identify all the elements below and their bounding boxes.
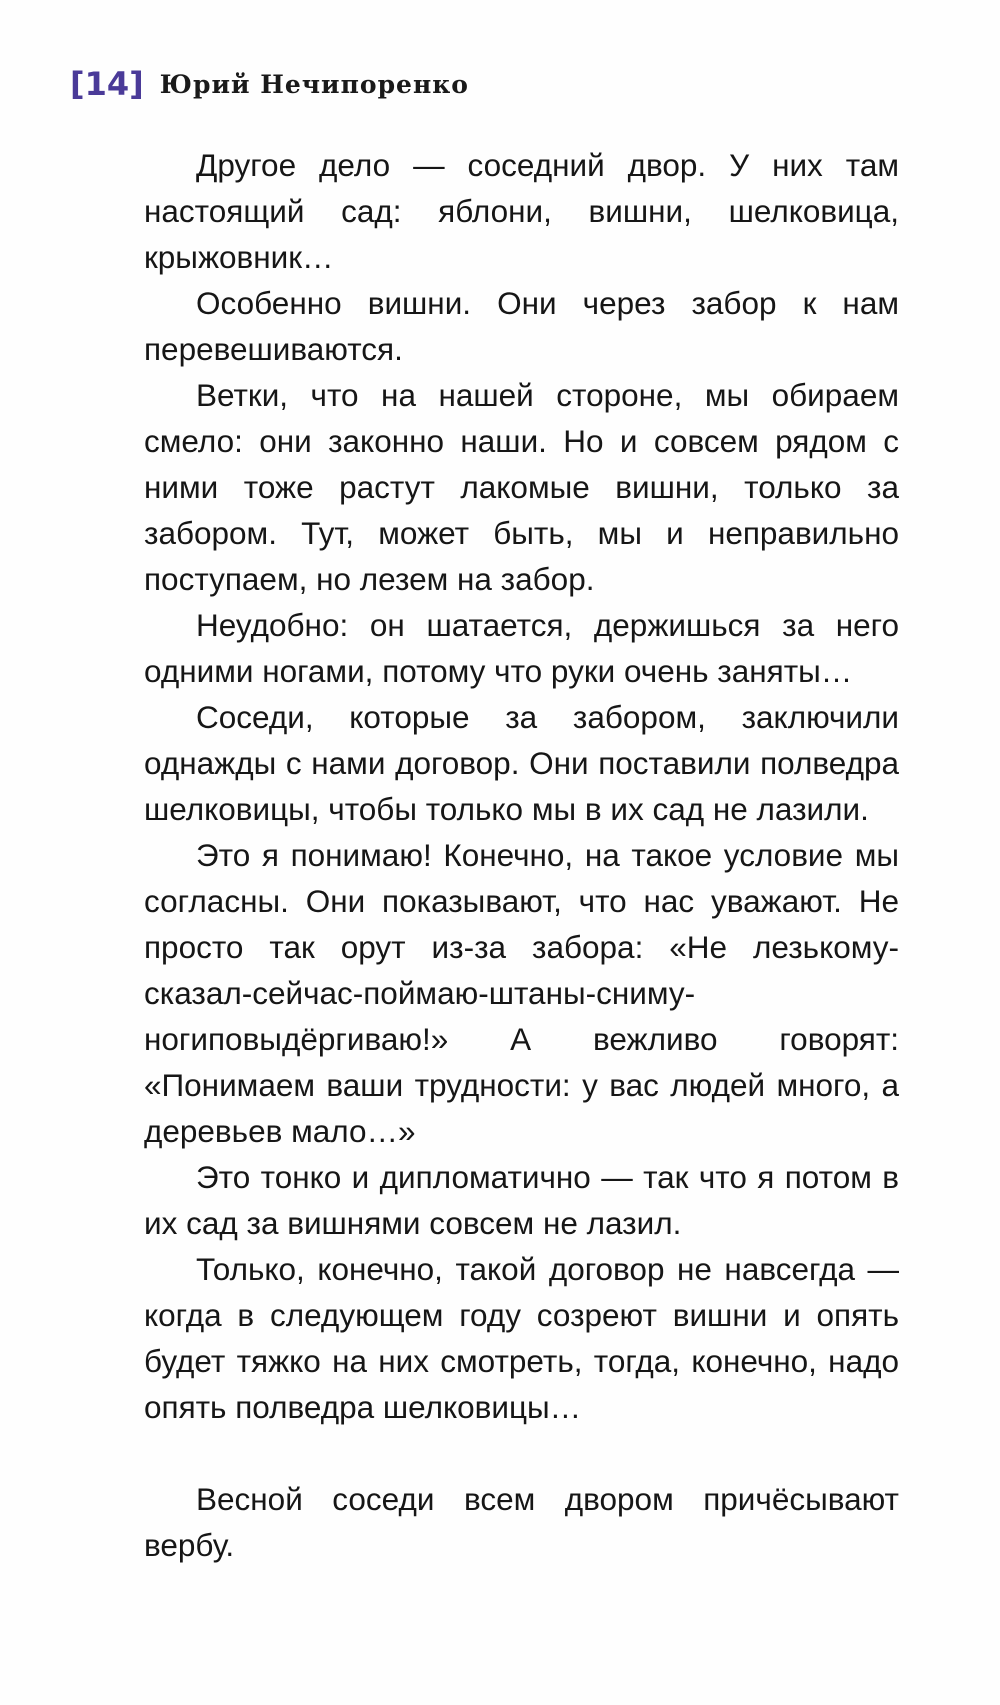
paragraph: Особенно вишни. Они через забор к нам перевешиваются. <box>144 285 899 367</box>
paragraph: Только, конечно, такой договор не навсегда — когда в следующем году созреют вишни и опять будет тяжко на них смотреть, тогда, конечно, надо опять полведра шелковицы… <box>144 1251 899 1425</box>
paragraph: Это я понимаю! Конечно, на такое условие мы согласны. Они показывают, что нас уважают. Не просто так орут из-за забора: «Не лезькому-сказал-сейчас-поймаю-штаны-сниму-ногиповыдёргиваю!» А вежливо говорят: «Понимаем ваши трудности: у вас людей много, а деревьев мало…» <box>144 837 899 1149</box>
running-header <box>70 60 469 108</box>
paragraph: Другое дело — соседний двор. У них там настоящий сад: яблони, вишни, шелковица, крыжовник… <box>144 147 899 275</box>
section-break <box>144 1430 899 1476</box>
paragraph: Неудобно: он шатается, держишься за него одними ногами, потому что руки очень заняты… <box>144 607 899 689</box>
body-text <box>144 142 899 1568</box>
paragraph: Ветки, что на нашей стороне, мы обираем смело: они законно наши. Но и совсем рядом с ними тоже растут лакомые вишни, только за забором. Тут, может быть, мы и неправильно поступаем, но лезем на забор. <box>144 377 899 597</box>
author-name: Юрий Нечипоренко <box>159 69 469 99</box>
paragraph: Это тонко и дипломатично — так что я потом в их сад за вишнями совсем не лазил. <box>144 1159 899 1241</box>
page-number: [14] <box>70 65 144 103</box>
paragraph: Весной соседи всем двором причёсывают вербу. <box>144 1481 899 1563</box>
paragraph: Соседи, которые за забором, заключили однажды с нами договор. Они поставили полведра шелковицы, чтобы только мы в их сад не лазили. <box>144 699 899 827</box>
